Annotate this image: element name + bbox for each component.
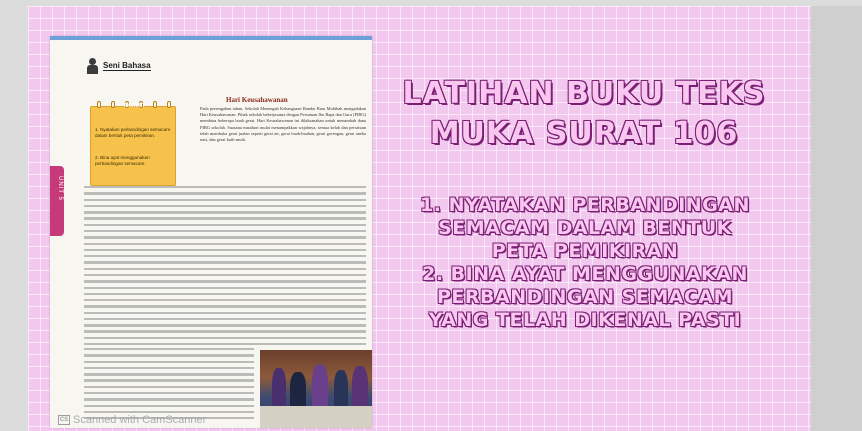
- camscanner-icon: CS: [59, 417, 69, 423]
- camscanner-watermark: [58, 414, 206, 426]
- objective-line: PERBANDINGAN SEMACAM: [436, 286, 733, 308]
- slide-headline: [378, 74, 790, 154]
- slide-edge: [811, 6, 862, 431]
- objective-line: SEMACAM DALAM BENTUK: [438, 217, 732, 239]
- headline-line: MUKA SURAT 106: [429, 116, 739, 151]
- activity-title: AKTIVITI: [123, 103, 145, 109]
- activity-item: 1. Nyatakan perbandingan semacam dalam bentuk peta pemikiran.: [95, 127, 171, 138]
- article-body-text-lower: [84, 348, 254, 420]
- objective-line: 1. NYATAKAN PERBANDINGAN: [420, 194, 750, 216]
- unit-side-tab-label: UNIT 5: [57, 176, 63, 201]
- entrepreneurship-day-photo: [260, 350, 372, 428]
- subject-tag: [86, 58, 151, 74]
- objective-line: PETA PEMIKIRAN: [491, 240, 679, 262]
- headline-line: LATIHAN BUKU TEKS: [402, 76, 766, 111]
- activity-item: 2. Bina ayat menggunakan perbandingan semacam.: [95, 155, 150, 166]
- learning-objectives: [380, 194, 790, 332]
- textbook-page-image: [50, 36, 372, 428]
- activity-box: [90, 103, 176, 186]
- objective-line: YANG TELAH DIKENAL PASTI: [428, 309, 742, 331]
- page-header-strip: [50, 36, 372, 40]
- subject-label: Seni Bahasa: [103, 61, 151, 70]
- watermark-text: Scanned with CamScanner: [73, 414, 207, 426]
- objective-line: 2. BINA AYAT MENGGUNAKAN: [422, 263, 748, 285]
- article-intro: Pada pertengahan tahun, Sekolah Menengah Kebangsaan Bandar Baru Muhibah mengadakan Hari Keusahawanan. Pihak sekolah bekerjasama dengan Persatuan Ibu Bapa dan Guru (PIBG) membina beberapa buah gerai. Hari Keusahawanan ini dilaksanakan untuk menambah dana PIBG sekolah. Suasana matahari mulai menampakkan wajahnya, semua kelab dan persatuan telah membuka gerai jualan seperti gerai air, gerai buah-buahan, gerai gorengan, gerai aneka nasi, dan gerai kuih-muih.: [200, 106, 366, 143]
- article-title: Hari Keusahawanan: [226, 96, 288, 104]
- article-body-text: [84, 186, 366, 346]
- teacher-icon: [86, 58, 100, 74]
